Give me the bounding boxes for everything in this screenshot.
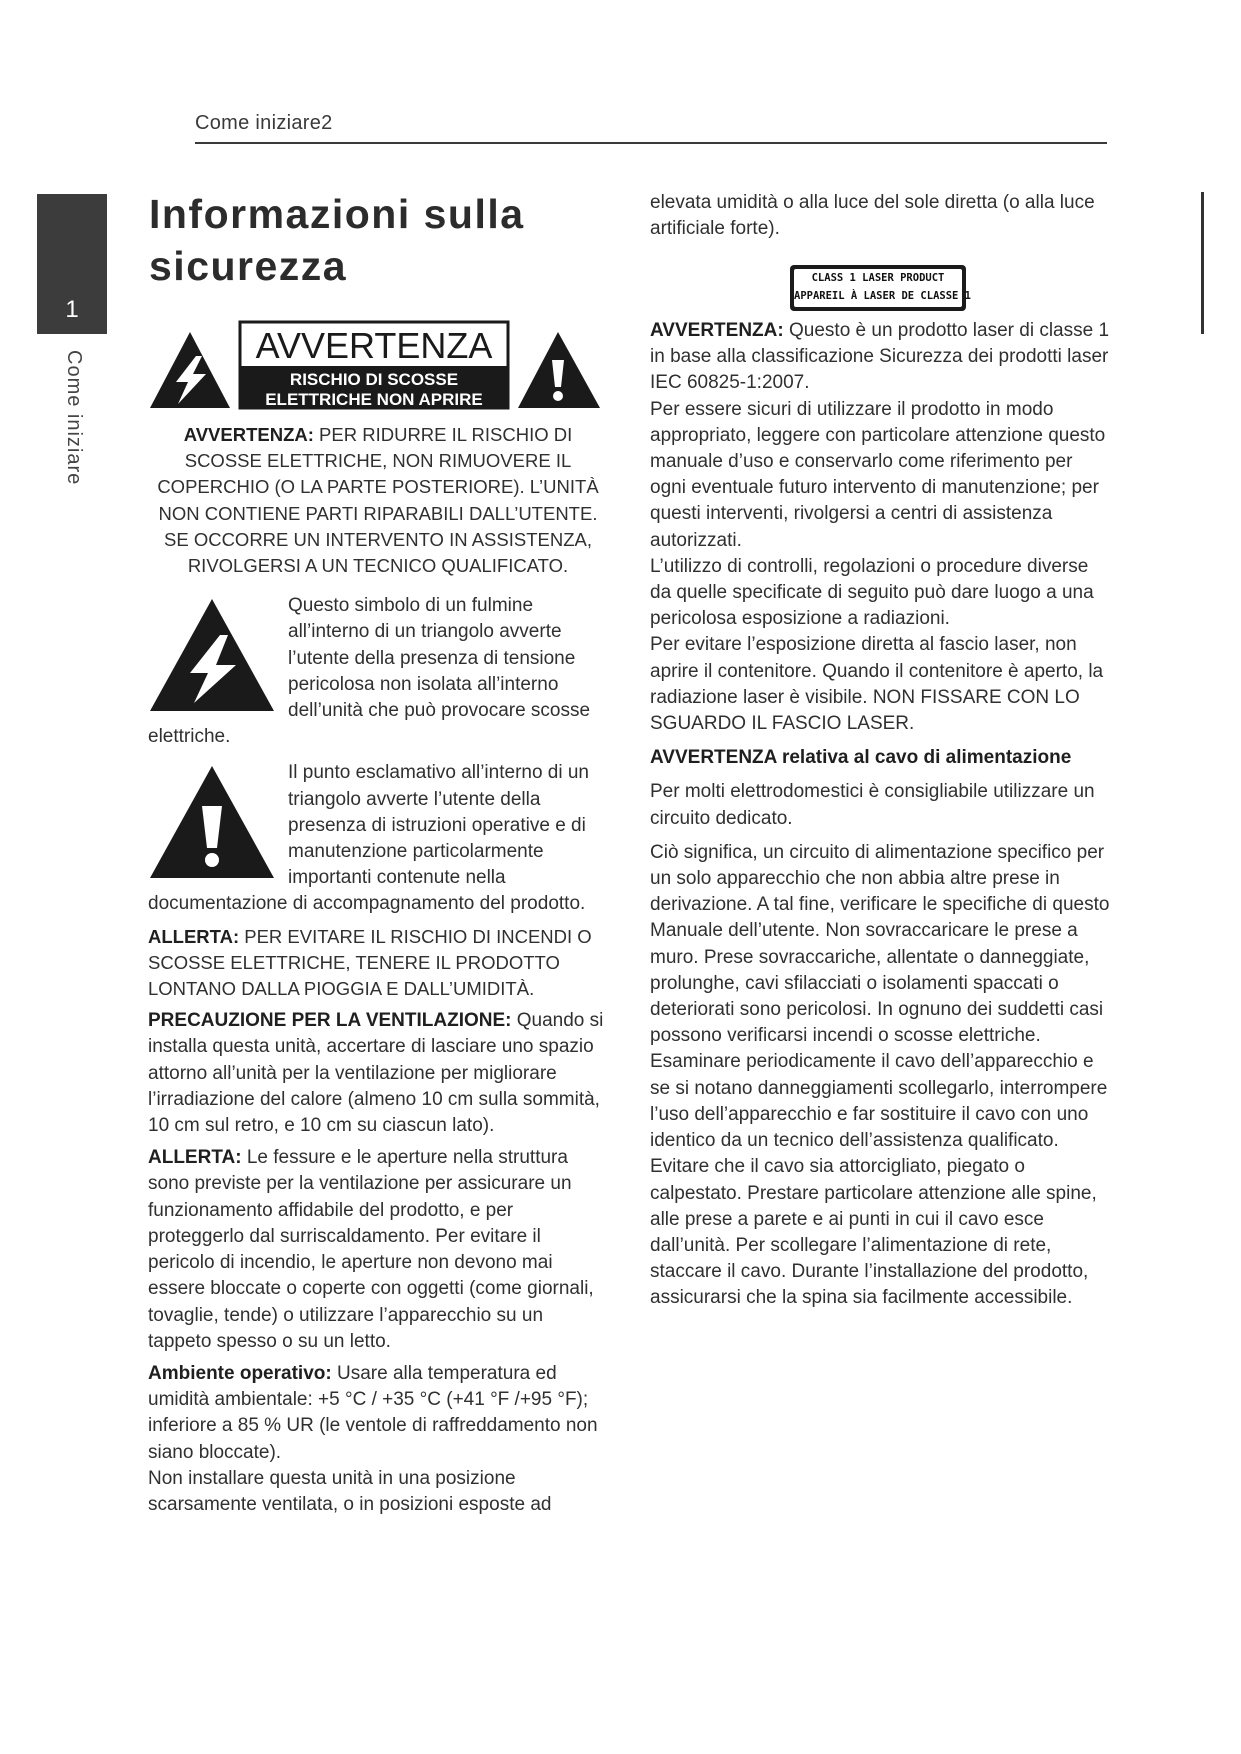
laser-label-line-1: CLASS 1 LASER PRODUCT xyxy=(811,272,945,284)
ventilation-text: Quando si installa questa unità, accertare di lasciare uno spazio attorno all’unità per la ventilazione per migliorare l’irradiazione del calore (almeno 10 cm sulla sommità, 10 cm sul retro, e 10 cm su ciascun lato). xyxy=(148,1010,604,1137)
power-cord-paragraph-1: Per molti elettrodomestici è consigliabile utilizzare un circuito dedicato. xyxy=(650,781,1095,829)
ventilation-label: PRECAUZIONE PER LA VENTILAZIONE: xyxy=(148,1010,512,1032)
lightning-explanation-text: Questo simbolo di un fulmine all’interno di un triangolo avverte l’utente della presenza di tensione pericolosa non isolata all’interno dell’unità che può provocare scosse elettriche. xyxy=(148,595,591,748)
left-column xyxy=(148,422,608,1518)
lightning-triangle-icon xyxy=(148,593,276,713)
warning-title: AVVERTENZA xyxy=(255,325,493,366)
chapter-side-label-text: Come iniziare xyxy=(63,350,85,486)
warning-sign xyxy=(148,320,603,410)
shock-warning-text: PER RIDURRE IL RISCHIO DI SCOSSE ELETTRICHE, NON RIMUOVERE IL COPERCHIO (O LA PARTE POSTERIORE). L’UNITÀ NON CONTIENE PARTI RIPARABILI DALL’UTENTE. SE OCCORRE UN INTERVENTO IN ASSISTENZA, RIVOLGERSI A UN TECNICO QUALIFICATO. xyxy=(157,424,599,577)
openings-warning xyxy=(148,1145,608,1355)
rain-warning-label: ALLERTA: xyxy=(148,925,240,947)
radiation-paragraph: L’utilizzo di controlli, regolazioni o procedure diverse da quelle specificate di seguito può dare luogo a una pericolosa esposizione a radiazioni. xyxy=(650,555,1094,630)
header-section: Come iniziare xyxy=(195,112,322,134)
openings-warning-text: Le fessure e le aperture nella struttura sono previste per la ventilazione per assicurare un funzionamento affidabile del prodotto, e per proteggerlo dal surriscaldamento. Per evitare il pericolo di incendio, le aperture non devono mai essere bloccate o coperte con oggetti (come giornali, tovaglie, tende) o utilizzare l’apparecchio su un tappeto spesso o su un letto. xyxy=(148,1147,594,1352)
rain-warning xyxy=(148,924,608,1003)
exclamation-triangle-icon xyxy=(518,332,600,408)
exclamation-explanation xyxy=(148,760,608,917)
laser-class-label-inner xyxy=(794,269,972,307)
installation-note: Non installare questa unità in una posizione scarsamente ventilata, o in posizioni esposte ad xyxy=(148,1467,552,1515)
header-rule xyxy=(195,142,1107,144)
laser-warning xyxy=(650,318,1110,397)
warning-line-2: ELETTRICHE NON APRIRE xyxy=(265,390,483,409)
manual-usage-paragraph: Per essere sicuri di utilizzare il prodotto in modo appropriato, leggere con particolare attenzione questo manuale d’uso e conservarlo come riferimento per ogni eventuale futuro intervento di manutenzione; per questi interventi, rivolgersi a centri di assistenza autorizzati. xyxy=(650,398,1106,551)
exclamation-explanation-text: Il punto esclamativo all’interno di un triangolo avverte l’utente della presenza di istruzioni operative e di manutenzione particolarmente importanti contenute nella documentazione di accompagnamento del prodotto. xyxy=(148,762,590,915)
shock-warning-label: AVVERTENZA: xyxy=(183,424,314,445)
header-page-number: 2 xyxy=(321,112,333,134)
lightning-explanation xyxy=(148,593,608,750)
page-title: Informazioni sulla sicurezza xyxy=(149,191,525,289)
operating-environment-text: Usare alla temperatura ed umidità ambientale: +5 °C / +35 °C (+41 °F /+95 °F); inferiore a 85 % UR (le ventole di raffreddamento non siano bloccate). xyxy=(148,1362,598,1463)
lightning-triangle-icon xyxy=(150,332,230,408)
operating-environment-label: Ambiente operativo: xyxy=(148,1362,332,1384)
chapter-side-label xyxy=(57,350,87,490)
right-column-main xyxy=(650,318,1110,1312)
openings-warning-label: ALLERTA: xyxy=(148,1147,242,1169)
power-cord-heading-text: AVVERTENZA relativa al cavo di alimentazione xyxy=(650,747,1072,769)
ventilation-precaution xyxy=(148,1008,608,1139)
installation-note-continued: elevata umidità o alla luce del sole diretta (o alla luce artificiale forte). xyxy=(650,192,1095,240)
page-edge-mark xyxy=(1201,192,1204,334)
laser-warning-text: Questo è un prodotto laser di classe 1 in base alla classificazione Sicurezza dei prodotti laser IEC 60825-1:2007. xyxy=(650,320,1110,394)
rain-warning-text: PER EVITARE IL RISCHIO DI INCENDI O SCOSSE ELETTRICHE, TENERE IL PRODOTTO LONTANO DALLA PIOGGIA E DALL’UMIDITÀ. xyxy=(148,925,592,1000)
exclamation-triangle-icon xyxy=(148,760,276,880)
laser-beam-paragraph: Per evitare l’esposizione diretta al fascio laser, non aprire il contenitore. Quando il contenitore è aperto, la radiazione laser è visibile. NON FISSARE CON LO SGUARDO IL FASCIO LASER. xyxy=(650,634,1104,735)
power-cord-paragraph-2: Ciò significa, un circuito di alimentazione specifico per un solo apparecchio che non abbia altre prese in derivazione. A tal fine, verificare le specifiche di questo Manuale dell’utente. Non sovraccaricare le prese a muro. Prese sovraccariche, allentate o danneggiate, prolunghe, cavi sfilacciati o isolamenti spaccati o deteriorati sono pericolosi. In ognuno dei suddetti casi possono verificarsi incendi o scosse elettriche. Esaminare periodicamente il cavo dell’apparecchio e se si notano danneggiamenti scollegarlo, interrompere l’uso dell’apparecchio e far sostituire il cavo con uno identico da un tecnico dell’assistenza qualificato. Evitare che il cavo sia attorcigliato, piegato o calpestato. Prestare particolare attenzione alle spine, alle prese a parete e ai punti in cui il cavo esce dall’unità. Per scollegare l’alimentazione di rete, staccare il cavo. Durante l’installazione del prodotto, assicurarsi che la spina sia facilmente accessibile. xyxy=(650,841,1110,1309)
operating-environment xyxy=(148,1361,608,1466)
laser-class-label xyxy=(790,265,972,311)
warning-line-1: RISCHIO DI SCOSSE xyxy=(289,370,459,389)
shock-warning xyxy=(148,422,608,579)
right-column xyxy=(650,190,1110,242)
laser-warning-label: AVVERTENZA: xyxy=(650,320,784,341)
laser-label-line-2: APPAREIL À LASER DE CLASSE 1 xyxy=(794,290,972,302)
chapter-number: 1 xyxy=(65,296,79,323)
running-header xyxy=(195,112,333,135)
power-cord-heading xyxy=(650,745,1110,771)
